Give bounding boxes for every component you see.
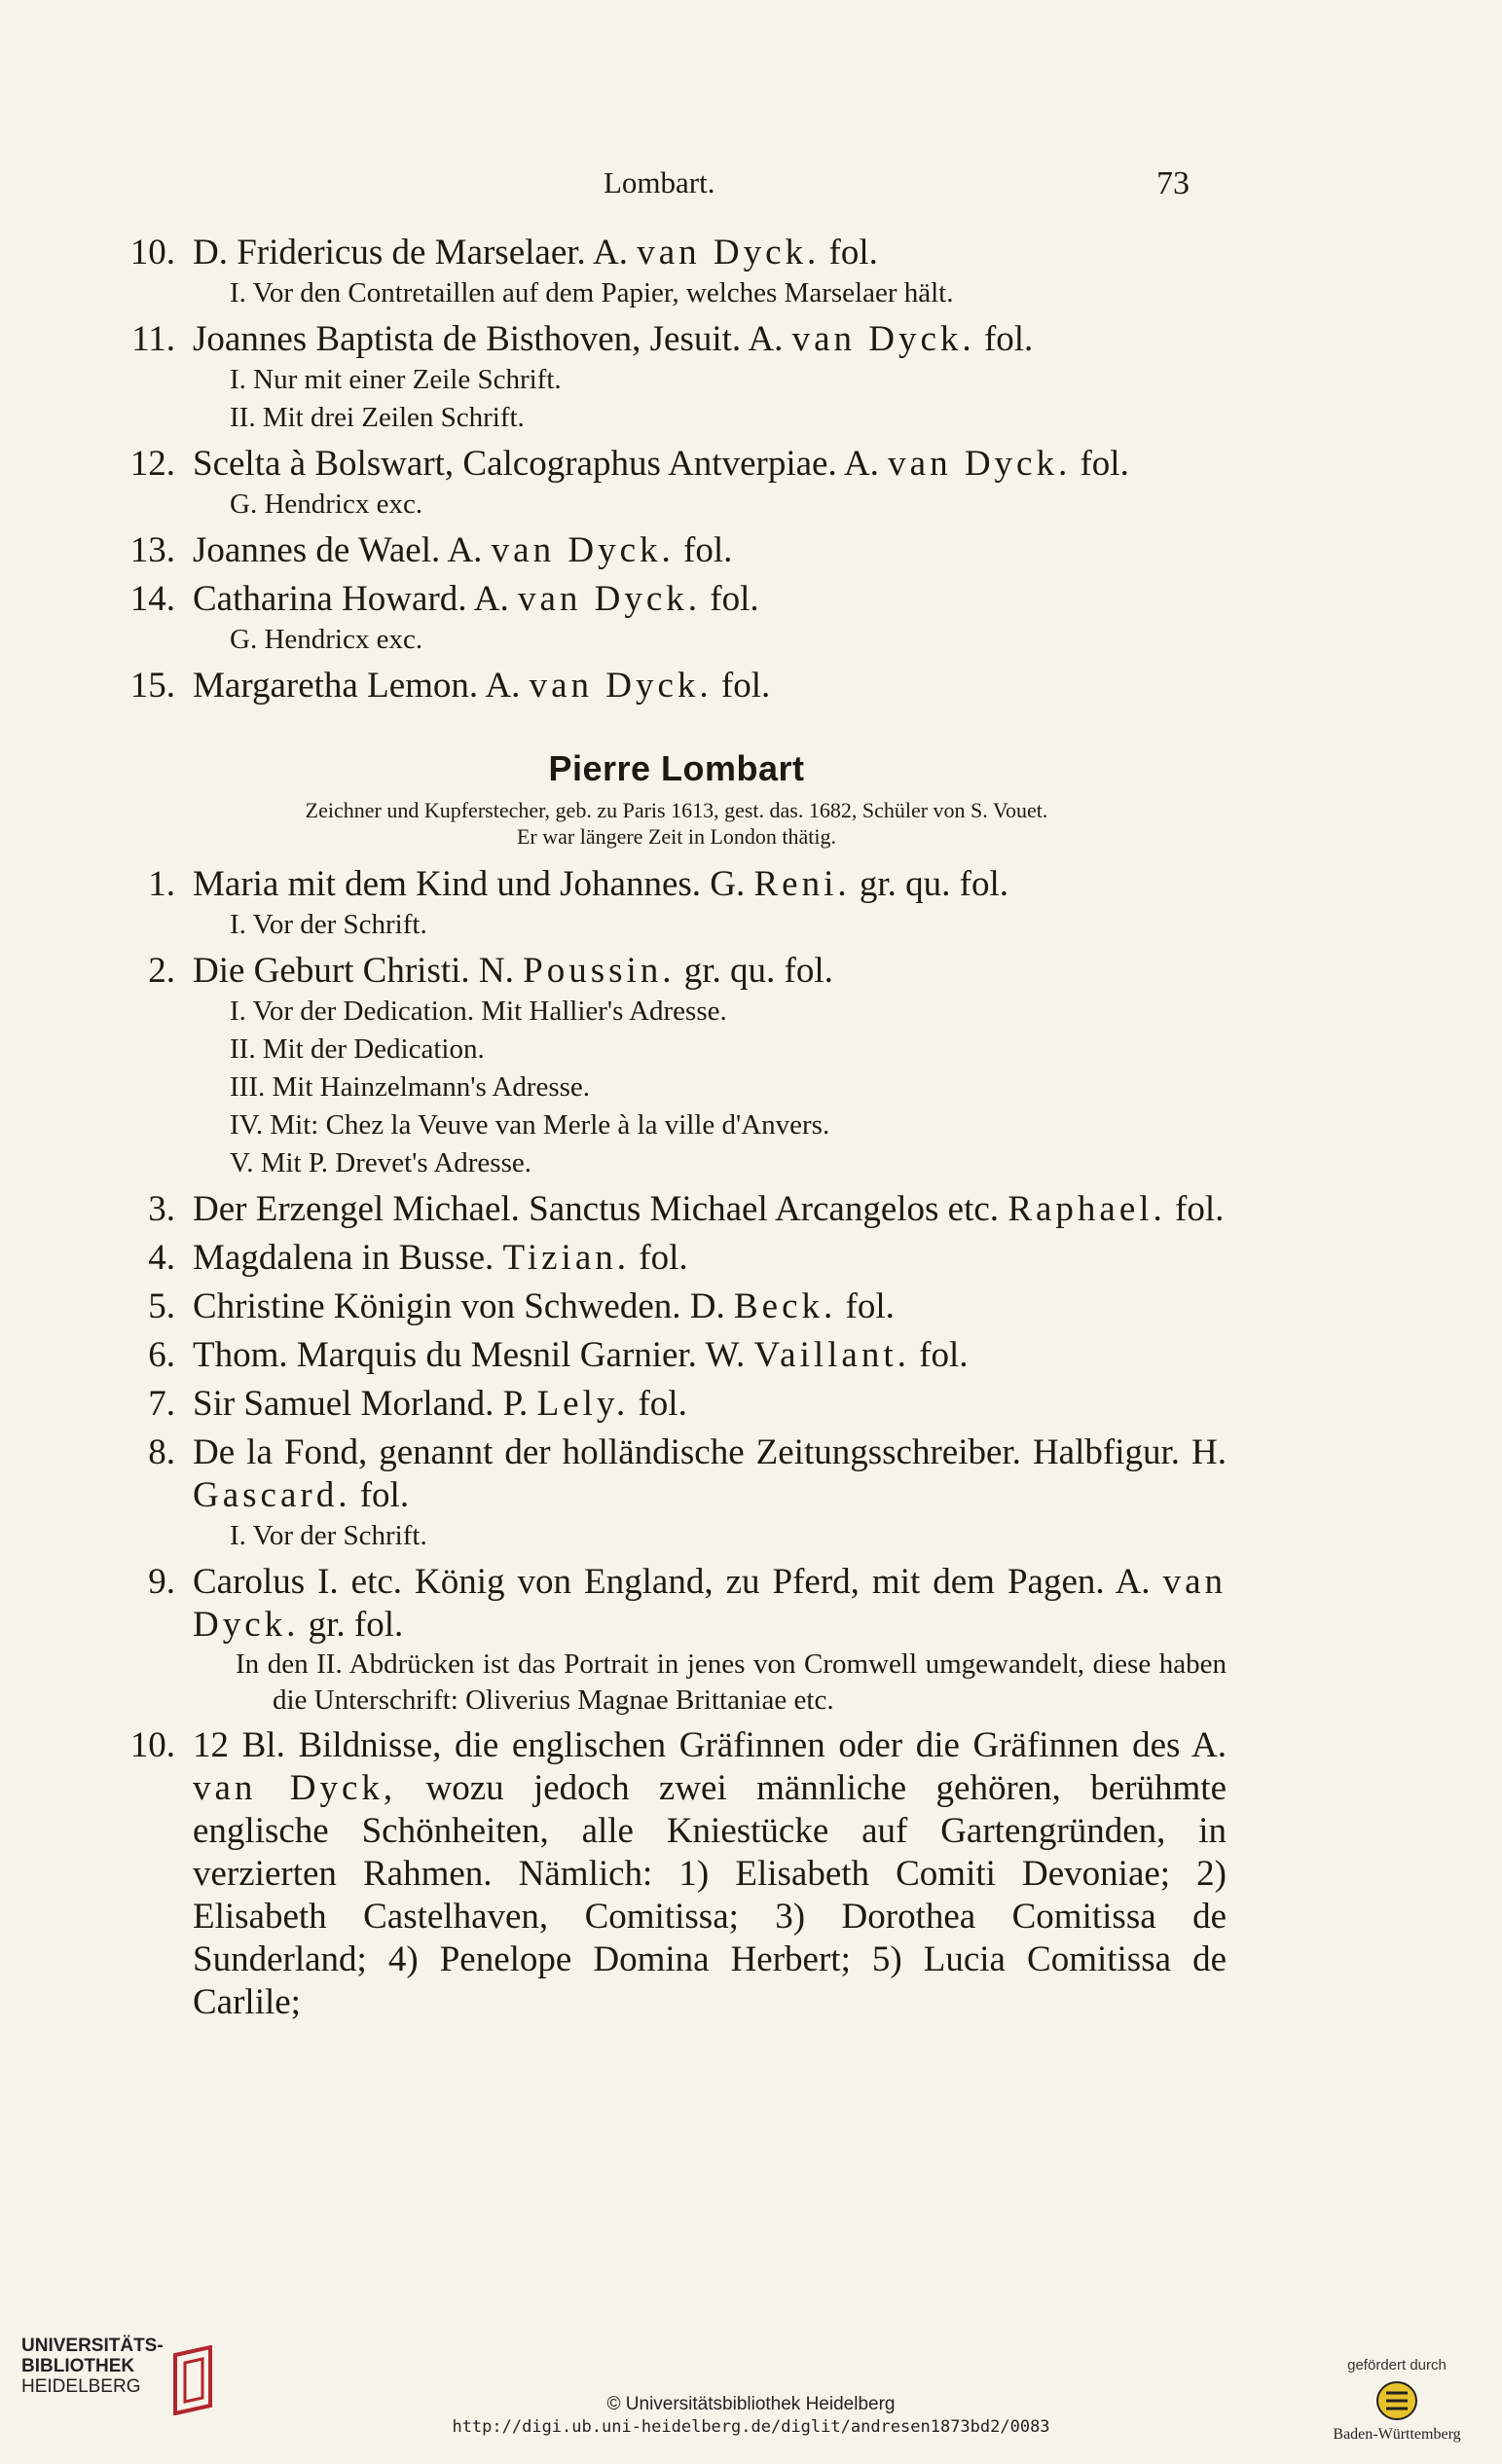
- format-note: fol.: [639, 1238, 688, 1278]
- catalogue-entry: [127, 1237, 1227, 1280]
- artist-name: van Dyck.: [491, 530, 675, 570]
- entry-text: Joannes Baptista de Bisthoven, Jesuit. A.: [193, 319, 784, 359]
- format-note: fol.: [919, 1335, 969, 1375]
- format-note: fol.: [359, 1475, 410, 1515]
- entry-text: 12 Bl. Bildnisse, die englischen Gräfinnen oder die Gräfinnen des A.: [193, 1725, 1227, 1765]
- entry-text: Margaretha Lemon. A.: [193, 666, 521, 706]
- catalogue-entry: [127, 529, 1227, 572]
- section-title: Pierre Lombart: [548, 748, 805, 788]
- entry-number: 8.: [148, 1432, 175, 1472]
- catalogue-entry: [127, 232, 1227, 274]
- entry-number: 7.: [148, 1384, 175, 1424]
- catalogue-entry: [127, 1561, 1227, 1647]
- entry-number: 5.: [148, 1286, 175, 1326]
- format-note: fol.: [638, 1384, 687, 1424]
- entry-text: Thom. Marquis du Mesnil Garnier. W.: [193, 1335, 746, 1375]
- catalogue-entry: [127, 1431, 1227, 1517]
- catalogue-entry: [127, 1334, 1227, 1377]
- format-note: gr. fol.: [308, 1605, 404, 1645]
- format-note: fol.: [845, 1286, 895, 1326]
- artist-name: van Dyck.: [517, 579, 702, 619]
- entry-text: Magdalena in Busse.: [193, 1238, 495, 1278]
- coat-of-arms-icon: [1374, 2379, 1419, 2422]
- artist-name: Raphael.: [1007, 1189, 1166, 1229]
- sponsor-label: gefördert durch: [1347, 2357, 1447, 2373]
- state-line: II. Mit der Dedication.: [230, 1033, 485, 1065]
- entry-number: 1.: [148, 864, 175, 904]
- sponsor-name: Baden-Württemberg: [1333, 2426, 1461, 2443]
- artist-name: Poussin.: [523, 951, 676, 991]
- library-name-line: BIBLIOTHEK: [21, 2356, 135, 2376]
- entry-text: Scelta à Bolswart, Calcographus Antverpiae. A.: [193, 444, 879, 484]
- format-note: gr. qu. fol.: [683, 951, 833, 991]
- format-note: fol.: [710, 579, 759, 619]
- entry-text: Sir Samuel Morland. P.: [193, 1384, 529, 1424]
- catalogue-entry: [127, 665, 1227, 707]
- artist-name: van Dyck.: [637, 233, 821, 272]
- entry-number: 10.: [129, 1725, 175, 1765]
- bio-line: Er war längere Zeit in London thätig.: [516, 824, 837, 849]
- artist-name: Gascard.: [193, 1475, 351, 1515]
- catalogue-entry: [127, 1724, 1227, 2024]
- format-note: fol.: [683, 530, 733, 570]
- entry-text: Der Erzengel Michael. Sanctus Michael Arcangelos etc.: [193, 1189, 1000, 1229]
- catalogue-entry: [127, 950, 1227, 993]
- artist-name: Lely.: [536, 1384, 630, 1424]
- catalogue-entry: [127, 863, 1227, 906]
- artist-bio: [127, 797, 1227, 850]
- artist-name: van Dyck,: [193, 1768, 397, 1808]
- entry-text: Carolus I. etc. König von England, zu Pferd, mit dem Pagen. A.: [193, 1562, 1151, 1602]
- entry-text: De la Fond, genannt der holländische Zeitungsschreiber. Halbfigur. H.: [193, 1432, 1227, 1472]
- entry-number: 14.: [129, 579, 175, 619]
- library-name-line: HEIDELBERG: [21, 2376, 141, 2397]
- entry-text: Catharina Howard. A.: [193, 579, 509, 619]
- catalogue-entry: [127, 443, 1227, 486]
- catalogue-entry: [127, 1188, 1227, 1231]
- state-line: II. Mit drei Zeilen Schrift.: [230, 402, 525, 433]
- entry-number: 15.: [129, 666, 175, 706]
- entry-text: Die Geburt Christi. N.: [193, 951, 514, 991]
- catalogue-entry: [127, 1286, 1227, 1328]
- entry-list-bottom: [127, 863, 1227, 2024]
- entry-number: 11.: [131, 319, 175, 359]
- state-line: I. Vor der Dedication. Mit Hallier's Adresse.: [230, 996, 727, 1027]
- catalogue-entry: [127, 318, 1227, 361]
- state-line: G. Hendricx exc.: [230, 624, 423, 655]
- running-head: [0, 165, 1502, 214]
- entry-number: 12.: [129, 444, 175, 484]
- entry-text: Joannes de Wael. A.: [193, 530, 483, 570]
- state-line: I. Vor den Contretaillen auf dem Papier, welches Marselaer hält.: [230, 277, 954, 308]
- state-line: V. Mit P. Drevet's Adresse.: [230, 1147, 531, 1178]
- format-note: fol.: [720, 666, 771, 706]
- artist-name: van Dyck.: [791, 319, 975, 359]
- format-note: gr. qu. fol.: [859, 864, 1009, 904]
- state-line: III. Mit Hainzelmann's Adresse.: [230, 1071, 591, 1103]
- artist-name: van Dyck.: [888, 444, 1072, 484]
- state-line: I. Nur mit einer Zeile Schrift.: [230, 364, 562, 395]
- format-note: fol.: [983, 319, 1034, 359]
- catalogue-entry: [127, 1383, 1227, 1426]
- artist-name: Reni.: [753, 864, 851, 904]
- library-logo: [21, 2336, 164, 2397]
- state-line: G. Hendricx exc.: [230, 489, 423, 520]
- bio-line: Zeichner und Kupferstecher, geb. zu Paris 1613, gest. das. 1682, Schüler von S. Vouet.: [305, 798, 1048, 822]
- format-note: fol.: [828, 233, 878, 272]
- artist-name: Vaillant.: [753, 1335, 910, 1375]
- main-text: [127, 226, 1227, 2024]
- artist-name: Tizian.: [502, 1238, 631, 1278]
- artist-name: van Dyck.: [193, 1562, 1227, 1645]
- artist-name: Beck.: [733, 1286, 837, 1326]
- format-note: fol.: [1175, 1189, 1225, 1229]
- entry-number: 6.: [148, 1335, 175, 1375]
- state-line: I. Vor der Schrift.: [230, 1520, 427, 1551]
- entry-text: Maria mit dem Kind und Johannes. G.: [193, 864, 746, 904]
- entry-note: In den II. Abdrücken ist das Portrait in jenes von Cromwell umgewandelt, diese haben die Unterschrift: Oliverius Magnae Brittaniae etc.: [236, 1649, 1227, 1716]
- state-line: I. Vor der Schrift.: [230, 909, 427, 940]
- entry-list-top: [127, 232, 1227, 707]
- catalogue-entry: [127, 578, 1227, 621]
- entry-number: 3.: [148, 1189, 175, 1229]
- entry-text: wozu jedoch zwei männliche gehören, berühmte englische Schönheiten, alle Kniestücke auf Gartengründen, in verzierten Rahmen. Nämlich: 1) Elisabeth Comiti Devoniae; 2) Elisabeth Castelhaven, Comitissa; 3) Dorothea Comitissa de Sunderland; 4) Penelope Domina Herbert; 5) Lucia Comitissa de Carlile;: [193, 1768, 1227, 2022]
- entry-text: D. Fridericus de Marselaer. A.: [193, 233, 628, 272]
- library-name-line: UNIVERSITÄTS-: [21, 2336, 164, 2356]
- running-title: Lombart.: [604, 165, 715, 199]
- entry-number: 13.: [129, 530, 175, 570]
- copyright-notice: © Universitätsbibliothek Heidelberg: [606, 2394, 896, 2414]
- format-note: fol.: [1080, 444, 1129, 484]
- entry-text: Christine Königin von Schweden. D.: [193, 1286, 725, 1326]
- entry-number: 10.: [129, 233, 175, 272]
- entry-number: 9.: [148, 1562, 175, 1602]
- sponsor-block: [1304, 2357, 1489, 2444]
- source-url-link[interactable]: http://digi.ub.uni-heidelberg.de/diglit/andresen1873bd2/0083: [452, 2417, 1050, 2437]
- digitization-footer: [0, 2316, 1502, 2464]
- page-number: 73: [1156, 165, 1190, 201]
- state-line: IV. Mit: Chez la Veuve van Merle à la ville d'Anvers.: [230, 1109, 830, 1141]
- artist-name: van Dyck.: [529, 666, 713, 706]
- entry-number: 4.: [148, 1238, 175, 1278]
- entry-number: 2.: [148, 951, 175, 991]
